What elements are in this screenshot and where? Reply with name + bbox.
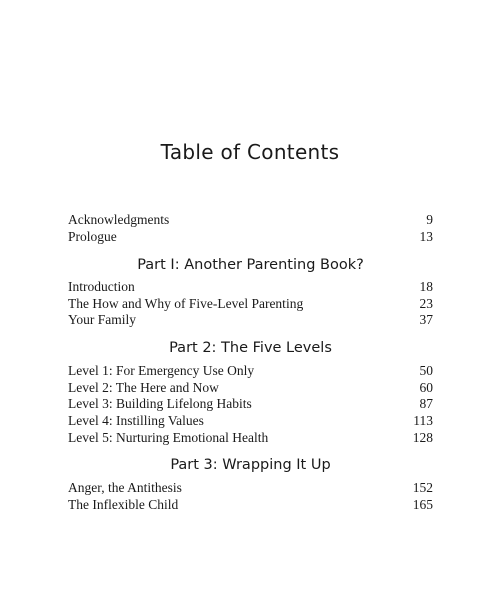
part-entries <box>68 363 433 446</box>
part-heading: Part 3: Wrapping It Up <box>170 457 331 473</box>
part-heading: Part I: Another Parenting Book? <box>137 257 364 273</box>
toc-entry <box>68 296 433 313</box>
toc-entry-label: Prologue <box>68 228 117 244</box>
toc-entry-label: Your Family <box>68 312 137 328</box>
toc-entry-page: 18 <box>419 279 433 294</box>
part-section <box>68 254 433 276</box>
toc-entry-label: Level 3: Building Lifelong Habits <box>68 396 252 412</box>
toc-entry <box>68 380 433 397</box>
toc-entry <box>68 363 433 380</box>
toc-entry-label: Level 5: Nurturing Emotional Health <box>68 429 269 445</box>
toc-entry-label: The Inflexible Child <box>68 496 179 512</box>
toc-entry-page: 37 <box>419 312 433 328</box>
toc-entry-label: Anger, the Antithesis <box>68 480 182 495</box>
toc-entry-label: Level 1: For Emergency Use Only <box>68 363 255 378</box>
toc-entry-page: 152 <box>412 480 433 495</box>
toc-entry-label: Level 2: The Here and Now <box>68 379 219 395</box>
toc-entry <box>68 480 433 497</box>
toc-entry <box>68 497 433 514</box>
toc-entry-label: Level 4: Instilling Values <box>68 413 204 429</box>
toc-entry-page: 113 <box>413 413 433 429</box>
toc-entry-page: 9 <box>426 212 433 227</box>
part-entries <box>68 480 433 513</box>
part-heading: Part 2: The Five Levels <box>169 340 332 356</box>
toc-entry-page: 50 <box>419 363 433 378</box>
part-section <box>68 337 433 359</box>
toc-entry-page: 13 <box>419 228 433 244</box>
toc-entry-page: 87 <box>419 396 433 412</box>
toc-entry-page: 60 <box>419 379 433 395</box>
toc-entry-page: 23 <box>419 295 433 311</box>
toc-entry <box>68 413 433 430</box>
toc-entry-page: 165 <box>412 496 433 512</box>
toc-entry <box>68 229 433 246</box>
toc-entry <box>68 396 433 413</box>
page-title: Table of Contents <box>160 140 340 164</box>
toc-entry <box>68 430 433 447</box>
part-entries <box>68 279 433 329</box>
toc-entry-label: Introduction <box>68 279 135 294</box>
toc-entry-label: The How and Why of Five-Level Parenting <box>68 295 304 311</box>
toc-entry <box>68 212 433 229</box>
toc-entry <box>68 279 433 296</box>
toc-entry-page: 128 <box>412 429 433 445</box>
toc-entry-label: Acknowledgments <box>68 212 170 227</box>
part-section <box>68 454 433 476</box>
toc-entry <box>68 312 433 329</box>
front-matter-list <box>68 212 433 245</box>
